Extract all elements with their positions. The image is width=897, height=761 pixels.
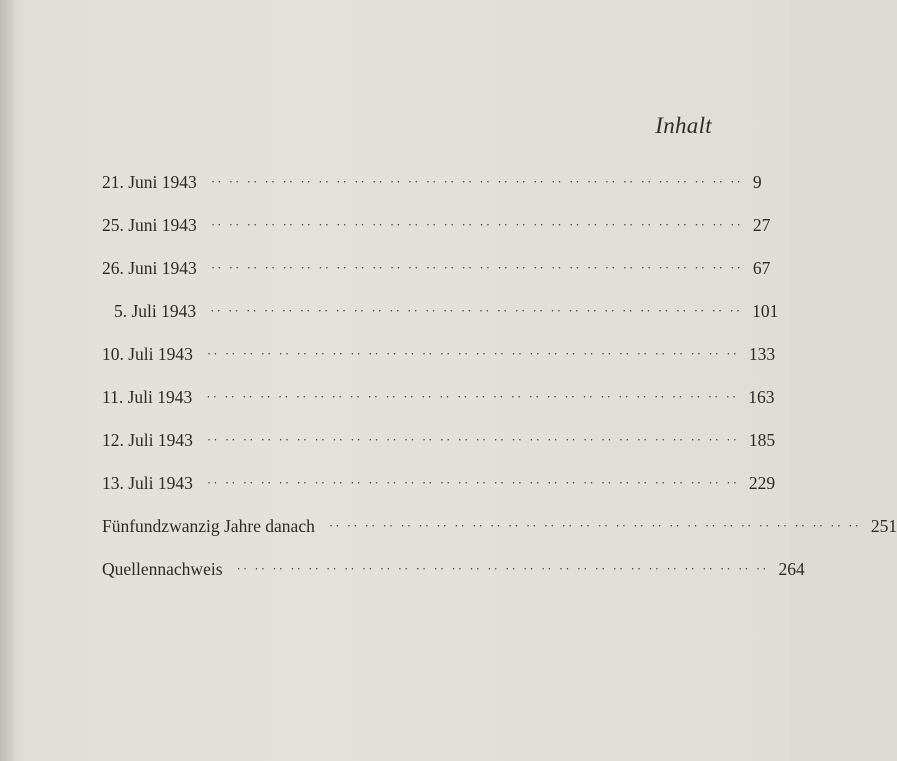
dot-leader: ·· ·· ·· ·· ·· ·· ·· ·· ·· ·· ·· ·· ·· ·· ·· ·· ·· ·· ·· ·· ·· ·· ·· ·· ·· ·· ·· ·· ·· ·· xyxy=(210,260,743,275)
dot-leader: ·· ·· ·· ·· ·· ·· ·· ·· ·· ·· ·· ·· ·· ·· ·· ·· ·· ·· ·· ·· ·· ·· ·· ·· ·· ·· ·· ·· ·· ·· xyxy=(210,174,743,189)
toc-entry-page: 101 xyxy=(752,301,779,321)
toc-entry-label: 12. Juli 1943 xyxy=(102,430,193,450)
page-title: Inhalt xyxy=(655,113,712,138)
toc-entry xyxy=(102,559,805,602)
toc-entry-page: 67 xyxy=(752,258,771,278)
toc-entry-label: Quellennachweis xyxy=(102,559,223,579)
page-spine-shadow xyxy=(0,0,14,761)
toc-entry-label: Fünfundzwanzig Jahre danach xyxy=(102,516,315,536)
toc-entry xyxy=(102,473,776,516)
dot-leader: ·· ·· ·· ·· ·· ·· ·· ·· ·· ·· ·· ·· ·· ·· ·· ·· ·· ·· ·· ·· ·· ·· ·· ·· ·· ·· ·· ·· ·· ·· xyxy=(206,432,739,447)
table-of-contents xyxy=(102,172,897,602)
dot-leader: ·· ·· ·· ·· ·· ·· ·· ·· ·· ·· ·· ·· ·· ·· ·· ·· ·· ·· ·· ·· ·· ·· ·· ·· ·· ·· ·· ·· ·· ·· xyxy=(210,217,743,232)
toc-entry-page: 163 xyxy=(748,387,775,407)
toc-entry xyxy=(102,258,771,301)
dot-leader: ·· ·· ·· ·· ·· ·· ·· ·· ·· ·· ·· ·· ·· ·· ·· ·· ·· ·· ·· ·· ·· ·· ·· ·· ·· ·· ·· ·· ·· ·· xyxy=(206,389,739,404)
toc-entry-page: 264 xyxy=(778,559,805,579)
toc-entry-page: 9 xyxy=(752,172,762,192)
toc-entry-page: 229 xyxy=(748,473,776,493)
toc-entry-page: 251 xyxy=(870,516,897,536)
dot-leader: ·· ·· ·· ·· ·· ·· ·· ·· ·· ·· ·· ·· ·· ·· ·· ·· ·· ·· ·· ·· ·· ·· ·· ·· ·· ·· ·· ·· ·· ·· xyxy=(210,303,743,318)
dot-leader: ·· ·· ·· ·· ·· ·· ·· ·· ·· ·· ·· ·· ·· ·· ·· ·· ·· ·· ·· ·· ·· ·· ·· ·· ·· ·· ·· ·· ·· ·· xyxy=(206,346,739,361)
toc-entry-label: 26. Juni 1943 xyxy=(102,258,197,278)
toc-entry xyxy=(102,172,762,215)
toc-entry-page: 133 xyxy=(748,344,776,364)
toc-entry-label: 10. Juli 1943 xyxy=(102,344,193,364)
toc-entry xyxy=(102,215,771,258)
toc-entry-page: 185 xyxy=(748,430,776,450)
toc-entry-page: 27 xyxy=(752,215,771,235)
toc-entry-label: 25. Juni 1943 xyxy=(102,215,197,235)
toc-entry xyxy=(102,516,897,559)
toc-entry xyxy=(102,430,776,473)
toc-entry xyxy=(102,387,775,430)
dot-leader: ·· ·· ·· ·· ·· ·· ·· ·· ·· ·· ·· ·· ·· ·· ·· ·· ·· ·· ·· ·· ·· ·· ·· ·· ·· ·· ·· ·· ·· ·· xyxy=(206,475,739,490)
toc-entry xyxy=(102,301,779,344)
toc-entry-label: 21. Juni 1943 xyxy=(102,172,197,192)
toc-entry xyxy=(102,344,776,387)
toc-entry-label: 13. Juli 1943 xyxy=(102,473,193,493)
dot-leader: ·· ·· ·· ·· ·· ·· ·· ·· ·· ·· ·· ·· ·· ·· ·· ·· ·· ·· ·· ·· ·· ·· ·· ·· ·· ·· ·· ·· ·· ·· xyxy=(236,561,769,576)
toc-entry-label: 11. Juli 1943 xyxy=(102,387,193,407)
toc-entry-label: 5. Juli 1943 xyxy=(114,301,197,321)
dot-leader: ·· ·· ·· ·· ·· ·· ·· ·· ·· ·· ·· ·· ·· ·· ·· ·· ·· ·· ·· ·· ·· ·· ·· ·· ·· ·· ·· ·· ·· ·· xyxy=(328,518,861,533)
